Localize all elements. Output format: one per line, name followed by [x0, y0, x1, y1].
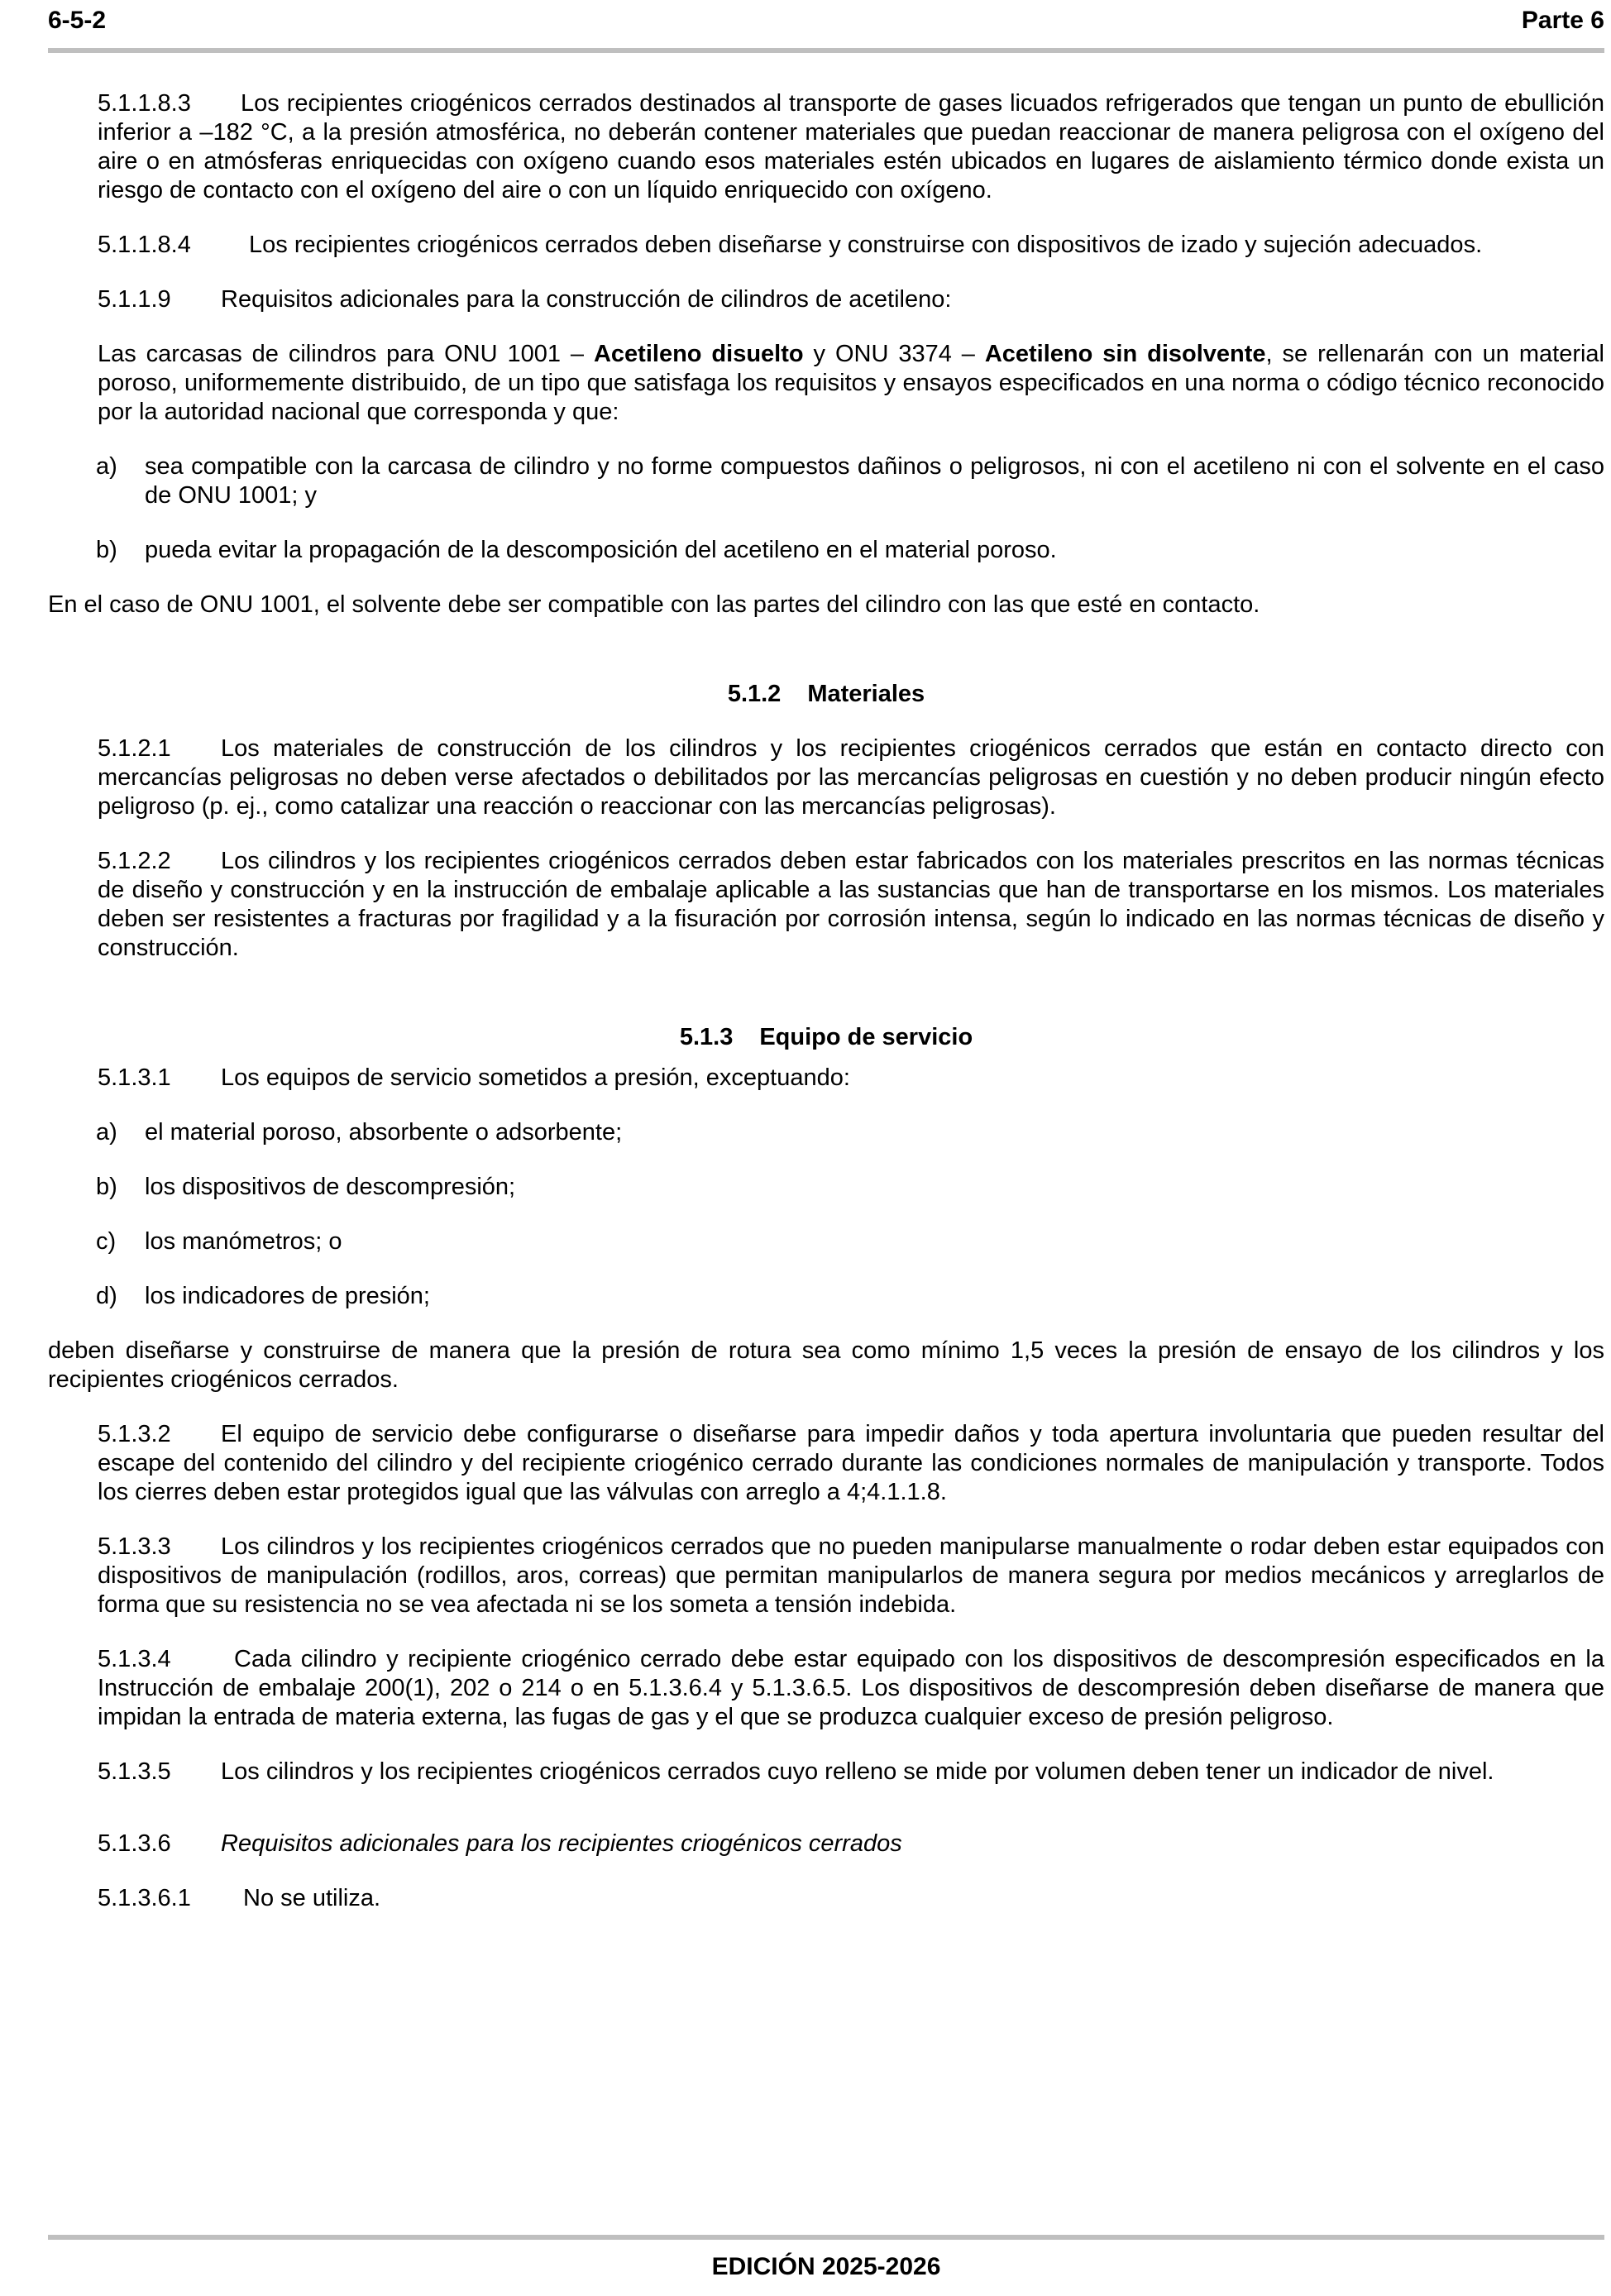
- paragraph-number: 5.1.2.2: [98, 848, 171, 874]
- paragraph-5-1-3-6-1: [48, 1884, 1604, 1913]
- paragraph-number: 5.1.3.4: [98, 1646, 171, 1672]
- paragraph-number: 5.1.1.8.4: [98, 232, 191, 258]
- paragraph-5-1-1-8-3: [48, 89, 1604, 205]
- paragraph-text: Los cilindros y los recipientes criogénicos cerrados cuyo relleno se mide por volumen deben tener un indicador de nivel.: [221, 1758, 1494, 1785]
- list-text: sea compatible con la carcasa de cilindro y no forme compuestos dañinos o peligrosos, ni con el acetileno ni con el solvente en el caso de ONU 1001; y: [145, 453, 1604, 509]
- paragraph-text: No se utiliza.: [243, 1885, 381, 1911]
- paragraph-number: 5.1.3.6.1: [98, 1885, 191, 1911]
- paragraph-text: Requisitos adicionales para la construcción de cilindros de acetileno:: [221, 286, 952, 313]
- text-run: y ONU 3374 –: [803, 341, 985, 367]
- list-label: a): [96, 1119, 117, 1146]
- paragraph-text-italic: Requisitos adicionales para los recipientes criogénicos cerrados: [221, 1830, 902, 1857]
- list-item: [48, 1282, 1604, 1311]
- list-label: b): [96, 537, 117, 563]
- section-number: 5.1.2: [727, 681, 782, 707]
- paragraph-text: Los equipos de servicio sometidos a presión, exceptuando:: [221, 1064, 850, 1091]
- list-item: [48, 1118, 1604, 1147]
- bold-product-name: Acetileno sin disolvente: [984, 341, 1266, 367]
- page-header: [48, 7, 1604, 40]
- page-number: 6-5-2: [48, 7, 107, 34]
- part-label: Parte 6: [1521, 7, 1604, 34]
- list-item: [48, 536, 1604, 565]
- section-heading-5-1-3: [48, 1023, 1604, 1052]
- document-page: [48, 0, 1604, 2296]
- paragraph-number: 5.1.2.1: [98, 735, 171, 762]
- paragraph-text: Cada cilindro y recipiente criogénico cerrado debe estar equipado con los dispositivos de descompresión especificados en la Instrucción de embalaje 200(1), 202 o 214 o en 5.1.3.6.4 y 5.1.3.6.5. Los dispositivos de descompresión deben diseñarse de manera que impidan la entrada de materia externa, las fugas de gas y el que se produzca cualquier exceso de presión peligroso.: [98, 1646, 1604, 1730]
- edition-footer: EDICIÓN 2025-2026: [711, 2253, 941, 2280]
- text-run: Las carcasas de cilindros para ONU 1001 –: [98, 341, 594, 367]
- paragraph-text: Los cilindros y los recipientes criogénicos cerrados deben estar fabricados con los materiales prescritos en las normas técnicas de diseño y construcción y en la instrucción de embalaje aplicable a las sustancias que han de transportarse en los mismos. Los materiales deben ser resistentes a fracturas por fragilidad y a la fisuración por corrosión intensa, según lo indicado en las normas técnicas de diseño y construcción.: [98, 848, 1604, 961]
- paragraph-acetileno-end: En el caso de ONU 1001, el solvente debe ser compatible con las partes del cilindro con las que esté en contacto.: [48, 591, 1260, 618]
- text-run: , se rellenarán con un material poroso, uniformemente distribuido, de un tipo que satisfaga los requisitos y ensayos especificados en una norma o código técnico reconocido por la autoridad nacional que corresponda y que:: [98, 341, 1604, 425]
- paragraph-number: 5.1.3.2: [98, 1421, 171, 1447]
- paragraph-text: El equipo de servicio debe configurarse o diseñarse para impedir daños y toda apertura involuntaria que pueden resultar del escape del contenido del cilindro y del recipiente criogénico cerrado durante las condiciones normales de manipulación y transporte. Todos los cierres deben estar protegidos igual que las válvulas con arreglo a 4;4.1.1.8.: [98, 1421, 1604, 1505]
- paragraph-5-1-3-5: [48, 1758, 1604, 1787]
- header-rule: [48, 48, 1604, 53]
- paragraph-5-1-2-2: [48, 847, 1604, 963]
- list-item: [48, 452, 1604, 510]
- paragraph-text: Los recipientes criogénicos cerrados deben diseñarse y construirse con dispositivos de izado y sujeción adecuados.: [249, 232, 1483, 258]
- list-label: b): [96, 1174, 117, 1200]
- paragraph-5-1-3-4: [48, 1645, 1604, 1732]
- paragraph-number: 5.1.3.6: [98, 1830, 171, 1857]
- section-title: Equipo de servicio: [759, 1024, 973, 1050]
- section-heading-5-1-2: [48, 680, 1604, 709]
- list-label: d): [96, 1283, 117, 1309]
- section-number: 5.1.3: [679, 1024, 734, 1050]
- page-body: [48, 89, 1604, 1913]
- paragraph-number: 5.1.3.3: [98, 1533, 171, 1560]
- paragraph-acetileno: [48, 340, 1604, 427]
- list-text: el material poroso, absorbente o adsorbente;: [145, 1119, 623, 1146]
- paragraph-number: 5.1.3.5: [98, 1758, 171, 1785]
- footer-rule: [48, 2235, 1604, 2240]
- list-item: [48, 1173, 1604, 1202]
- paragraph-number: 5.1.3.1: [98, 1064, 171, 1091]
- paragraph-5-1-3-3: [48, 1533, 1604, 1619]
- list-text: los dispositivos de descompresión;: [145, 1174, 516, 1200]
- paragraph-text: Los materiales de construcción de los cilindros y los recipientes criogénicos cerrados que están en contacto directo con mercancías peligrosas no deben verse afectados o debilitados por las mercancías peligrosas en cuestión y no deben producir ningún efecto peligroso (p. ej., como catalizar una reacción o reaccionar con las mercancías peligrosas).: [98, 735, 1604, 820]
- section-title: Materiales: [807, 681, 925, 707]
- paragraph-5-1-2-1: [48, 734, 1604, 821]
- paragraph-5-1-3-6: [48, 1830, 1604, 1858]
- list-label: a): [96, 453, 117, 480]
- paragraph-5-1-3-1-end: deben diseñarse y construirse de manera que la presión de rotura sea como mínimo 1,5 veces la presión de ensayo de los cilindros y los recipientes criogénicos cerrados.: [48, 1337, 1604, 1393]
- list-label: c): [96, 1228, 117, 1255]
- bold-product-name: Acetileno disuelto: [593, 341, 804, 367]
- paragraph-number: 5.1.1.9: [98, 286, 171, 313]
- list-text: pueda evitar la propagación de la descomposición del acetileno en el material poroso.: [145, 537, 1057, 563]
- list-text: los indicadores de presión;: [145, 1283, 430, 1309]
- list-text: los manómetros; o: [145, 1228, 342, 1255]
- paragraph-5-1-3-1: [48, 1064, 1604, 1093]
- paragraph-number: 5.1.1.8.3: [98, 90, 191, 117]
- paragraph-5-1-3-2: [48, 1420, 1604, 1507]
- paragraph-5-1-1-8-4: [48, 231, 1604, 260]
- paragraph-5-1-1-9: [48, 285, 1604, 314]
- paragraph-text: Los cilindros y los recipientes criogénicos cerrados que no pueden manipularse manualmente o rodar deben estar equipados con dispositivos de manipulación (rodillos, aros, correas) que permitan manipularlos de manera segura por medios mecánicos y arreglarlos de forma que su resistencia no se vea afectada ni se los someta a tensión indebida.: [98, 1533, 1604, 1618]
- paragraph-text: Los recipientes criogénicos cerrados destinados al transporte de gases licuados refrigerados que tengan un punto de ebullición inferior a –182 °C, a la presión atmosférica, no deberán contener materiales que puedan reaccionar de manera peligrosa con el oxígeno del aire o en atmósferas enriquecidas con oxígeno cuando esos materiales estén ubicados en lugares de aislamiento térmico donde exista un riesgo de contacto con el oxígeno del aire o con un líquido enriquecido con oxígeno.: [98, 90, 1604, 203]
- list-item: [48, 1227, 1604, 1256]
